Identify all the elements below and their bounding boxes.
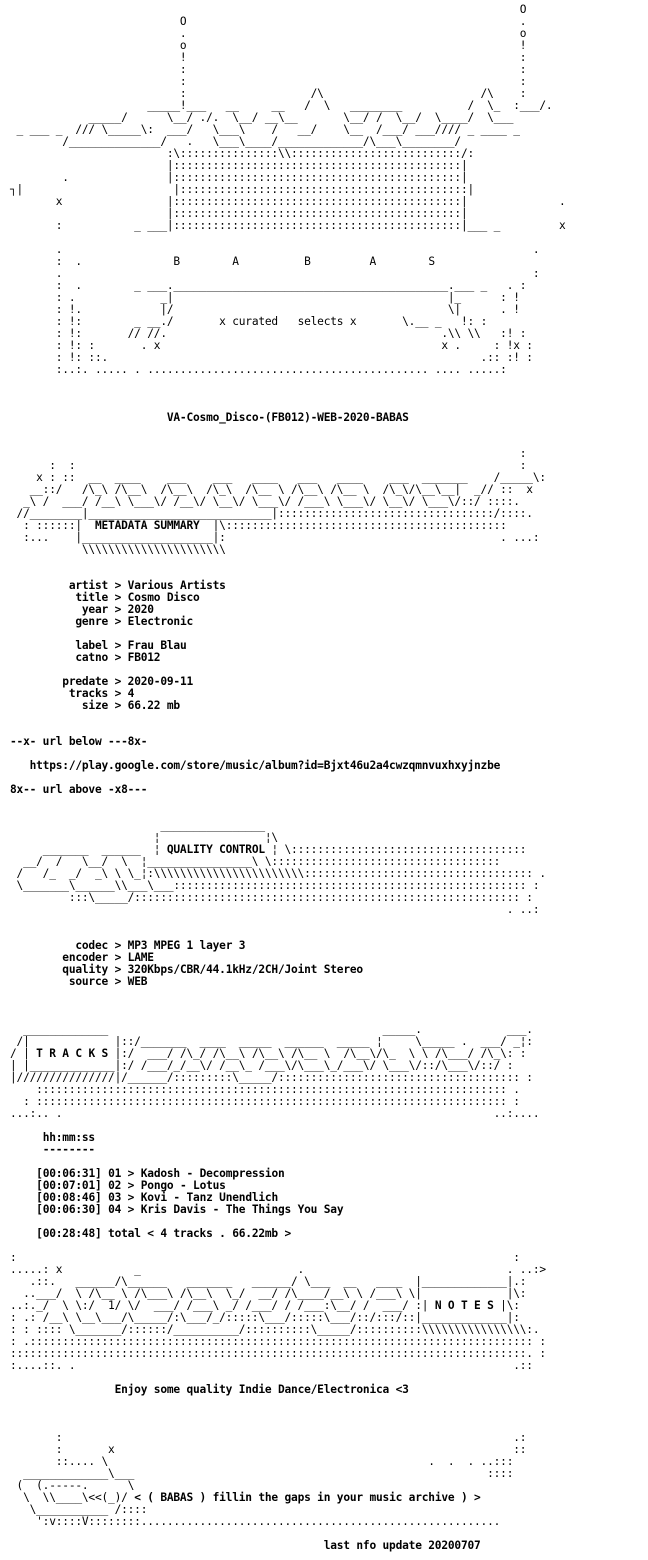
ascii-art: ┐| |::::::::::::::::::::::::::::::::::::::::::::| (10, 183, 475, 196)
quality-key: source (68, 975, 109, 988)
notes-text: Enjoy some quality Indie Dance/Electronica <3 (114, 1383, 409, 1396)
ascii-art: .....: x _ . . ..:> (10, 1263, 546, 1276)
ascii-art: _ ___ _ /// \_____\: ___/ \___\ / __/ \__ /___/ ___//// _ ____ _ (10, 123, 520, 136)
ascii-art: : /\ /\ : (10, 87, 527, 100)
ascii-art: \ \\____\<<(_)/ < ( BABAS ) fillin the gaps in your music archive ) > (10, 1491, 481, 1504)
quality-key: quality (62, 963, 109, 976)
ascii-art: . : (10, 267, 540, 280)
quality-key: codec (75, 939, 109, 952)
ascii-art: :::\_____/::::::::::::::::::::::::::::::::::::::::::::::::::::::::::: : (10, 891, 533, 904)
ascii-art: /______________/ . \___\____/_____________/\___\________/ (10, 135, 461, 148)
tracks-total: [00:28:48] total < 4 tracks . 66.22mb > (36, 1227, 292, 1240)
ascii-art: __::/ /\_\ /\__\ /\__\ /\_\ /\__ \ /\__\ /\__ \ /\_\/\__\__| _// :: x (10, 483, 533, 496)
ascii-art: : . B A B A S (10, 255, 435, 268)
ascii-art: O . (10, 15, 527, 28)
track-row: [00:07:01] 02 > Pongo - Lotus (36, 1179, 226, 1192)
quality-field: encoder > LAME (62, 951, 154, 964)
tracks-section-title: T R A C K S (36, 1047, 109, 1060)
url-above-marker: 8x-- url above -x8--- (10, 783, 148, 796)
track-time: [00:06:30] (36, 1203, 102, 1216)
ascii-art: : : (10, 63, 527, 76)
metadata-value: 66.22 mb (127, 699, 180, 712)
track-number: 02 (108, 1179, 122, 1192)
ascii-art: : .::::::::::::::::::::::::::::::::::::::::::::::::::::::::::::::::::::::::::::: : (10, 1335, 546, 1348)
ascii-art: |///////////////|/______/:::::::::\_____/::::::::::::::::::::::::::::::::::::: : (10, 1071, 533, 1084)
album-url[interactable]: https://play.google.com/store/music/album?id=Bjxt46u2a4cwzqmnvuxhxyjnzbe (29, 759, 501, 772)
quality-field: quality > 320Kbps/CBR/44.1kHz/2CH/Joint Stereo (62, 963, 363, 976)
ascii-art: \_______\______\\___\___:::::::::::::::::::::::::::::::::::::::::::::::::::::: : (10, 879, 540, 892)
metadata-value: 4 (127, 687, 135, 700)
ascii-art: ( (.-----. \ (10, 1479, 135, 1492)
ascii-art: . ..: (10, 903, 540, 916)
metadata-value: FB012 (127, 651, 161, 664)
metadata-key: title (75, 591, 109, 604)
metadata-field: tracks > 4 (68, 687, 135, 700)
ascii-art: :... |____________________|: . ...: (10, 531, 540, 544)
ascii-art: :....::. . .:: (10, 1359, 533, 1372)
ascii-art: ...:.. . ..:.... (10, 1107, 540, 1120)
ascii-art: _____________ _____. ___. (10, 1023, 533, 1036)
metadata-key: catno (75, 651, 109, 664)
ascii-art: ::.... \ . . . ..::: (10, 1455, 514, 1468)
ascii-art: / | T R A C K S |:/ ___/ /\_/ /\__\ /\__\ /\__ \ /\__\/\_ \ \ /\___/ /\_\: : (10, 1047, 527, 1060)
metadata-value: 2020 (127, 603, 154, 616)
ascii-art: _____!___ __ __ / \ ________ / \_ :___/. (10, 99, 553, 112)
track-number: 03 (108, 1191, 122, 1204)
ascii-art: : .: (10, 1431, 527, 1444)
footer-slogan: < ( BABAS ) fillin the gaps in your music archive ) > (134, 1491, 481, 1504)
ascii-art: : : (10, 1251, 520, 1264)
notes-text-row (10, 1384, 566, 1396)
ascii-art: |::::::::::::::::::::::::::::::::::::::::::::| (10, 207, 468, 220)
quality-section-title: QUALITY CONTROL (166, 843, 265, 856)
notes-section-title: N O T E S (434, 1299, 494, 1312)
quality-value: LAME (127, 951, 154, 964)
ascii-art: : !: // //. .\\ \\ :! : (10, 327, 527, 340)
ascii-art: :..:. ..... . ........................................... .... .....: (10, 363, 507, 376)
metadata-value: Electronic (127, 615, 194, 628)
quality-field: source > WEB (68, 975, 148, 988)
metadata-value: Various Artists (127, 579, 226, 592)
ascii-art: |::::::::::::::::::::::::::::::::::::::::::::| (10, 159, 468, 172)
metadata-field: label > Frau Blau (75, 639, 187, 652)
logo-letter: A (232, 255, 239, 268)
ascii-art: x |::::::::::::::::::::::::::::::::::::::::::::| . (10, 195, 566, 208)
metadata-field: artist > Various Artists (68, 579, 226, 592)
ascii-art: ________________ (10, 819, 265, 832)
ascii-art: : :::::::::::::::::::::::::::::::::::::::::::::::::::::::::::::::::::::::: : (10, 1095, 520, 1108)
header-tagline: x curated selects x (219, 315, 357, 328)
ascii-art: :\:::::::::::::::\\::::::::::::::::::::::::::/: (10, 147, 475, 160)
quality-field: codec > MP3 MPEG 1 layer 3 (75, 939, 246, 952)
release-name-row (10, 412, 566, 424)
ascii-art: : ::::::| METADATA SUMMARY |\::::::::::::::::::::::::::::::::::::::::::: (10, 519, 507, 532)
ascii-art: :::::::::::::::::::::::::::::::::::::::::::::::::::::::::::::::::::::::: . (10, 1083, 520, 1096)
ascii-art: / /_ _/ _\ \ \_¦:\\\\\\\\\\\\\\\\\\\\\\\::::::::::::::::::::::::::::::::::: . (10, 867, 546, 880)
track-number: 01 (108, 1167, 122, 1180)
quality-value: MP3 MPEG 1 layer 3 (127, 939, 246, 952)
track-time: [00:06:31] (36, 1167, 102, 1180)
metadata-field: title > Cosmo Disco (75, 591, 200, 604)
ascii-art: //________|____________________________|:::::::::::::::::::::::::::::::::/::::. (10, 507, 533, 520)
metadata-field: year > 2020 (81, 603, 154, 616)
metadata-key: size (81, 699, 109, 712)
ascii-art: _____________\___ :::: (10, 1467, 514, 1480)
track-row: [00:08:46] 03 > Kovi - Tanz Unendlich (36, 1191, 278, 1204)
release-name: VA-Cosmo_Disco-(FB012)-WEB-2020-BABAS (166, 411, 409, 424)
ascii-art: __/ / \__/ \ ¦________________\ \::::::::::::::::::::::::::::::::::: (10, 855, 501, 868)
ascii-art: _\ / ___/ /__\ \___\/ /__\/ \__\/ \___\/ /___\ \___\/ \__\/ \___\/::/ ::::. (10, 495, 520, 508)
ascii-art: O (10, 3, 527, 16)
quality-value: 320Kbps/CBR/44.1kHz/2CH/Joint Stereo (127, 963, 363, 976)
ascii-art: : : (10, 75, 527, 88)
quality-value: WEB (127, 975, 148, 988)
ascii-art: : .: /__\ \__\___/\_____/:\___/_/:::::\___/:::::\___/::/:::/::|_____________|: (10, 1311, 520, 1324)
time-underline: -------- (42, 1143, 95, 1156)
track-row: [00:06:30] 04 > Kris Davis - The Things You Say (36, 1203, 344, 1216)
track-title: Kris Davis - The Things You Say (140, 1203, 344, 1216)
url-below-marker: --x- url below ---8x- (10, 735, 148, 748)
metadata-key: year (81, 603, 109, 616)
footer-update: last nfo update 20200707 (323, 1539, 481, 1552)
ascii-art: : x :: (10, 1443, 527, 1456)
ascii-art: . . (10, 243, 540, 256)
footer-update-row (10, 1540, 566, 1552)
track-number: 04 (108, 1203, 122, 1216)
ascii-art: o ! (10, 39, 527, 52)
ascii-art: . o (10, 27, 527, 40)
logo-letter: B (304, 255, 311, 268)
ascii-art: | |_____________|:/ /___/_/__\/ /__\_ /___\/\___\_/___\/ \___\/::/\___\/::/ : (10, 1059, 514, 1072)
metadata-field: predate > 2020-09-11 (62, 675, 194, 688)
time-underline-row (10, 1144, 566, 1156)
track-title: Kadosh - Decompression (140, 1167, 285, 1180)
ascii-art: : _ ___|::::::::::::::::::::::::::::::::::::::::::::|___ _ x (10, 219, 566, 232)
track-title: Pongo - Lotus (140, 1179, 226, 1192)
ascii-art: : !: _ __./ x curated selects x \.__ _ !: : (10, 315, 488, 328)
time-header: hh:mm:ss (42, 1131, 95, 1144)
ascii-art: ':v::::V::::::::....................................................... (10, 1515, 501, 1528)
ascii-art: ..:._/ \ \:/ 1/ \/ ___/ /___\ _/ /___/ / /___:\__/ / ___/ :| N O T E S |\: (10, 1299, 520, 1312)
ascii-art: ..___/ \ /\__ \ /\___\ /\__\ \_/ __/ /\____/__\ \ /___\ \| |\: (10, 1287, 527, 1300)
metadata-key: label (75, 639, 109, 652)
ascii-art: \___________ /:::: (10, 1503, 148, 1516)
ascii-art: :::::::::::::::::::::::::::::::::::::::::::::::::::::::::::::::::::::::::::::::. : (10, 1347, 546, 1360)
ascii-art: : . _ ___.__________________________________________.___ _ . : (10, 279, 527, 292)
ascii-art: /| |::/_______ ____ _____ ______ _____ ¦ \_____ . ___/ _¦: (10, 1035, 533, 1048)
metadata-value: Frau Blau (127, 639, 187, 652)
nfo-document (10, 4, 566, 1552)
tracks-total-row (10, 1228, 566, 1240)
track-title: Kovi - Tanz Unendlich (140, 1191, 278, 1204)
logo-letter: S (428, 255, 435, 268)
metadata-section-title: METADATA SUMMARY (94, 519, 200, 532)
metadata-value: Cosmo Disco (127, 591, 200, 604)
metadata-key: genre (75, 615, 109, 628)
metadata-value: 2020-09-11 (127, 675, 194, 688)
ascii-art: : . _| |_ : ! (10, 291, 520, 304)
metadata-field: genre > Electronic (75, 615, 194, 628)
ascii-art: x : :: __ ____ ___ ___ ____ ___ ____ ___ _______ /_____\: (10, 471, 546, 484)
ascii-art: _____/ \__/ ./. \__/ __\__ \__/ / \__/ \____/ \___ (10, 111, 514, 124)
ascii-art: : !: ::. .:: :! : (10, 351, 533, 364)
ascii-art: _______ ______ ¦ QUALITY CONTROL ¦ \:::::::::::::::::::::::::::::::::::: (10, 843, 527, 856)
logo-letter: B (173, 255, 180, 268)
track-row: [00:06:31] 01 > Kadosh - Decompression (36, 1167, 285, 1180)
ascii-art: . |::::::::::::::::::::::::::::::::::::::::::::| (10, 171, 468, 184)
metadata-field: catno > FB012 (75, 651, 161, 664)
ascii-art: : !: : . x x . : !x : (10, 339, 533, 352)
ascii-art: : !. |/ \| . ! (10, 303, 520, 316)
ascii-art: ! : (10, 51, 527, 64)
logo-letter: A (369, 255, 377, 268)
ascii-art: : (10, 447, 527, 460)
ascii-art: : : : (10, 459, 527, 472)
metadata-key: artist (68, 579, 109, 592)
track-time: [00:07:01] (36, 1179, 102, 1192)
ascii-art: ¦ ¦\ (10, 831, 278, 844)
metadata-field: size > 66.22 mb (81, 699, 180, 712)
metadata-key: tracks (68, 687, 109, 700)
ascii-art: .::. ______/\______ _______ ______/ \___ __ ____ |_____________|.: (10, 1275, 527, 1288)
track-time: [00:08:46] (36, 1191, 102, 1204)
ascii-art: \\\\\\\\\\\\\\\\\\\\\\ (10, 543, 226, 556)
metadata-key: predate (62, 675, 109, 688)
ascii-art: : : :::: \_______/::::::/__________/::::::::::\_____/::::::::::\\\\\\\\\\\\\\\\:. (10, 1323, 540, 1336)
quality-key: encoder (62, 951, 109, 964)
url-row (10, 760, 566, 772)
